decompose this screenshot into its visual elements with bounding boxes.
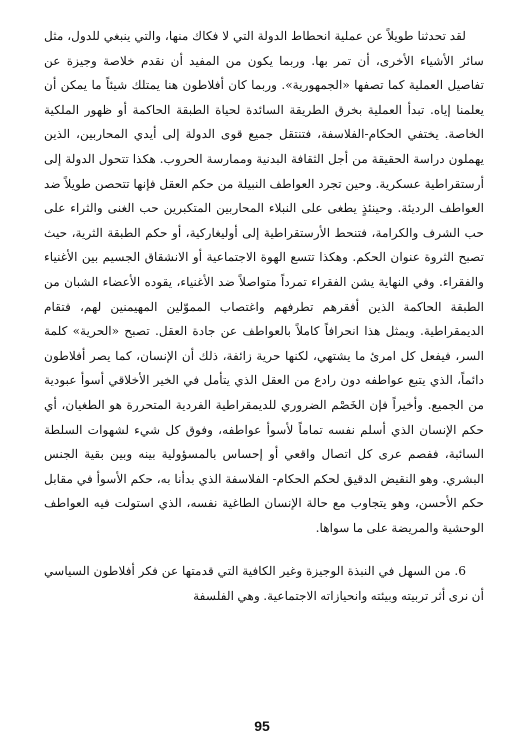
page-number: 95 <box>254 718 270 734</box>
paragraph-decline-of-state: لقد تحدثنا طويلاً عن عملية انحطاط الدولة التي لا فكاك منها، والتي ينبغي للدول، مثل سائر الأشياء الأخرى، أن تمر بها. وربما يكون من المفيد أن نقدم خلاصة وجيزة عن تفاصيل العملية كما تصفها «الجمهورية». وربما كان أفلاطون هنا يمتلك شيئاً ما يمكن أن يعلمنا إياه. تبدأ العملية بخرق الطريقة السائدة لحياة الطبقة الحاكمة أو ظهور الملكية الخاصة. يختفي الحكام-الفلاسفة، فتنتقل جميع قوى الدولة إلى أيدي المحاربين، الذين يهملون دراسة الحقيقة من أجل الثقافة البدنية وممارسة الحروب. هكذا تتحول الدولة إلى أرستقراطية عسكرية. وحين تجرد العواطف النبيلة من حكم العقل فإنها تتحصن طويلاً ضد العواطف الرديئة. وحينئذٍ يطغى على النبلاء المحاربين المتكبرين حب الغنى والثراء على حب الشرف والكرامة، فتنحط الأرستقراطية إلى أوليغاركية، أو حكم الطبقة الثرية، حيث تصبح الثروة عنوان الحكم. وهكذا تتسع الهوة الاجتماعية أو الانشقاق الجسيم بين الأغنياء والفقراء. وفي النهاية يشن الفقراء تمرداً متواصلاً ضد الأغنياء، يقوده الأعضاء الشبان من الطبقة الحاكمة الذين أفقرهم تطرفهم واغتصاب المموّلين المهيمنين لهم، فتقام الديمقراطية. ويمثل هذا انحرافاً كاملاً بالعواطف عن جادة العقل. تصبح «الحرية» كلمة السر، فيفعل كل امرئ ما يشتهي، لكنها حرية زائفة، ذلك أن الإنسان، كما يصر أفلاطون دائماً، الذي يتبع عواطفه دون رادع من العقل الذي يتأمل في الخير الأخلاقي أسوأ عبودية من الجميع. وأخيراً فإن الخَصْم الضروري للديمقراطية الفردية المتحررة هو الطغيان، أي حكم الإنسان الذي أسلم نفسه تماماً لأسوأ عواطفه، وفوق كل شيء لشهوات السلطة السائبة، ففصم عرى كل اتصال واقعي أو إحساس بالمسؤولية بينه وبين بقية الجنس البشري. وهو النقيض الدقيق لحكم الحكام- الفلاسفة الذي بدأنا به، حكم الأسوأ في مقابل حكم الأحسن، وهو يتجاوب مع حالة الإنسان الطاغية نفسه، الذي استولت فيه العواطف الوحشية والمريضة على ما سواها. <box>44 29 484 535</box>
paragraph-section-6: 6. من السهل في النبذة الوجيزة وغير الكافية التي قدمتها عن فكر أفلاطون السياسي أن نرى أثر تربيته وبيئته وانحيازاته الاجتماعية. وهي الفلسفة <box>44 564 484 604</box>
page-body <box>44 24 484 609</box>
